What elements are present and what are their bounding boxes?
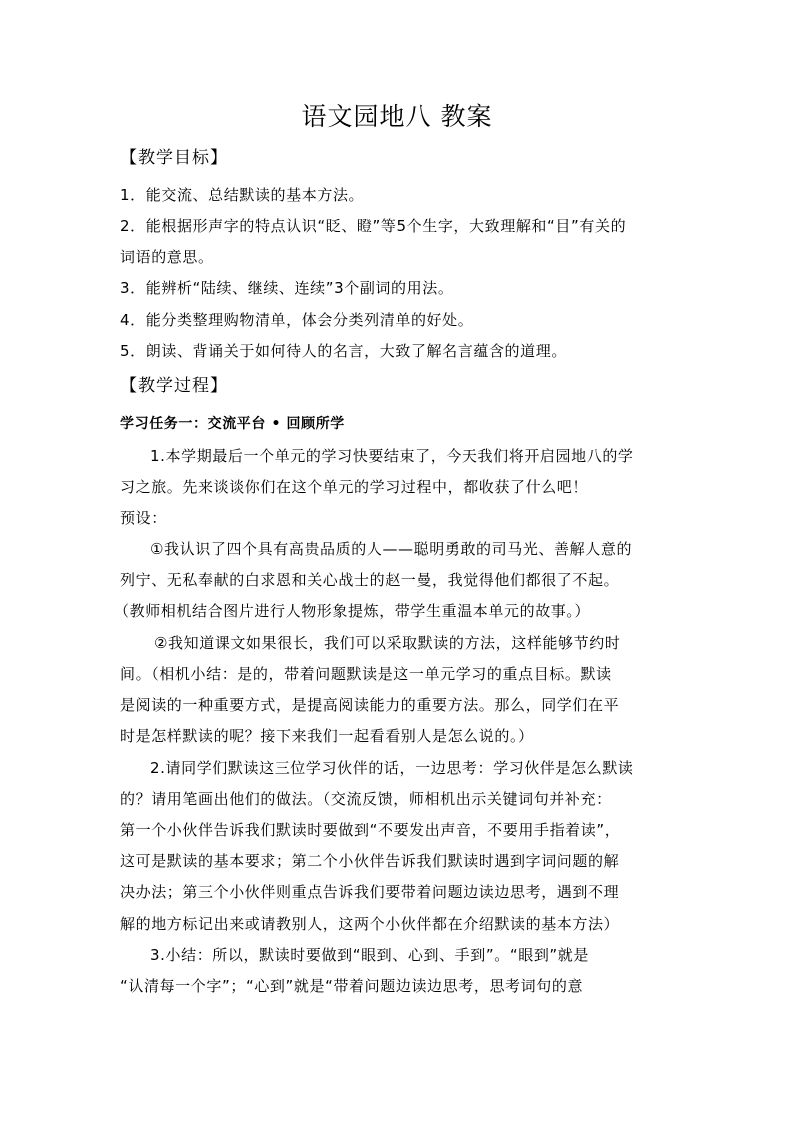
objective-line: 词语的意思。 (120, 248, 214, 266)
body-line: 列宁、无私奉献的白求恩和关心战士的赵一曼，我觉得他们都很了不起。 (120, 571, 620, 589)
objective-line: 2．能根据形声字的特点认识“眨、瞪”等5个生字，大致理解和“目”有关的 (120, 217, 627, 235)
objectives-heading: 【教学目标】 (120, 148, 228, 168)
objective-line: 5．朗读、背诵关于如何待人的名言，大致了解名言蕴含的道理。 (120, 342, 567, 360)
process-heading: 【教学过程】 (120, 376, 228, 396)
body-line: 预设： (120, 509, 167, 527)
body-line: 决办法；第三个小伙伴则重点告诉我们要带着问题边读边思考，遇到不理 (120, 883, 620, 901)
objective-line: 4．能分类整理购物清单，体会分类列清单的好处。 (120, 311, 474, 329)
body-line: 间。（相机小结：是的，带着问题默读是这一单元学习的重点目标。默读 (120, 665, 612, 683)
task-title: 学习任务一：交流平台 • 回顾所学 (120, 416, 345, 432)
body-line: “认清每一个字”；“心到”就是“带着问题边读边思考，思考词句的意 (120, 977, 584, 995)
body-line: 是阅读的一种重要方式，是提高阅读能力的重要方法。那么，同学们在平 (120, 696, 620, 714)
body-line: ①我认识了四个具有高贵品质的人——聪明勇敢的司马光、善解人意的 (150, 540, 633, 558)
document-title: 语文园地八 教案 (301, 102, 493, 131)
objective-line: 3．能辨析“陆续、继续、连续”3个副词的用法。 (120, 279, 454, 297)
objective-line: 1．能交流、总结默读的基本方法。 (120, 186, 365, 204)
body-line: 2.请同学们默读这三位学习伙伴的话，一边思考：学习伙伴是怎么默读 (150, 759, 634, 777)
body-line: 第一个小伙伴告诉我们默读时要做到“不要发出声音，不要用手指着读”， (120, 821, 621, 839)
body-line: 的？请用笔画出他们的做法。（交流反馈，师相机出示关键词句并补充： (120, 790, 612, 808)
body-line: ②我知道课文如果很长，我们可以采取默读的方法，这样能够节约时 (154, 634, 621, 652)
body-line: 习之旅。先来谈谈你们在这个单元的学习过程中，都收获了什么吧！ (120, 478, 589, 496)
body-line: 1.本学期最后一个单元的学习快要结束了，今天我们将开启园地八的学 (150, 447, 634, 465)
body-line: （教师相机结合图片进行人物形象提炼，带学生重温本单元的故事。） (114, 602, 591, 620)
body-line: 解的地方标记出来或请教别人，这两个小伙伴都在介绍默读的基本方法） (120, 915, 620, 933)
body-line: 这可是默读的基本要求；第二个小伙伴告诉我们默读时遇到字词问题的解 (120, 852, 620, 870)
body-line: 3.小结：所以，默读时要做到“眼到、心到、手到”。“眼到”就是 (150, 946, 589, 964)
body-line: 时是怎样默读的呢？接下来我们一起看看别人是怎么说的。） (120, 727, 534, 745)
